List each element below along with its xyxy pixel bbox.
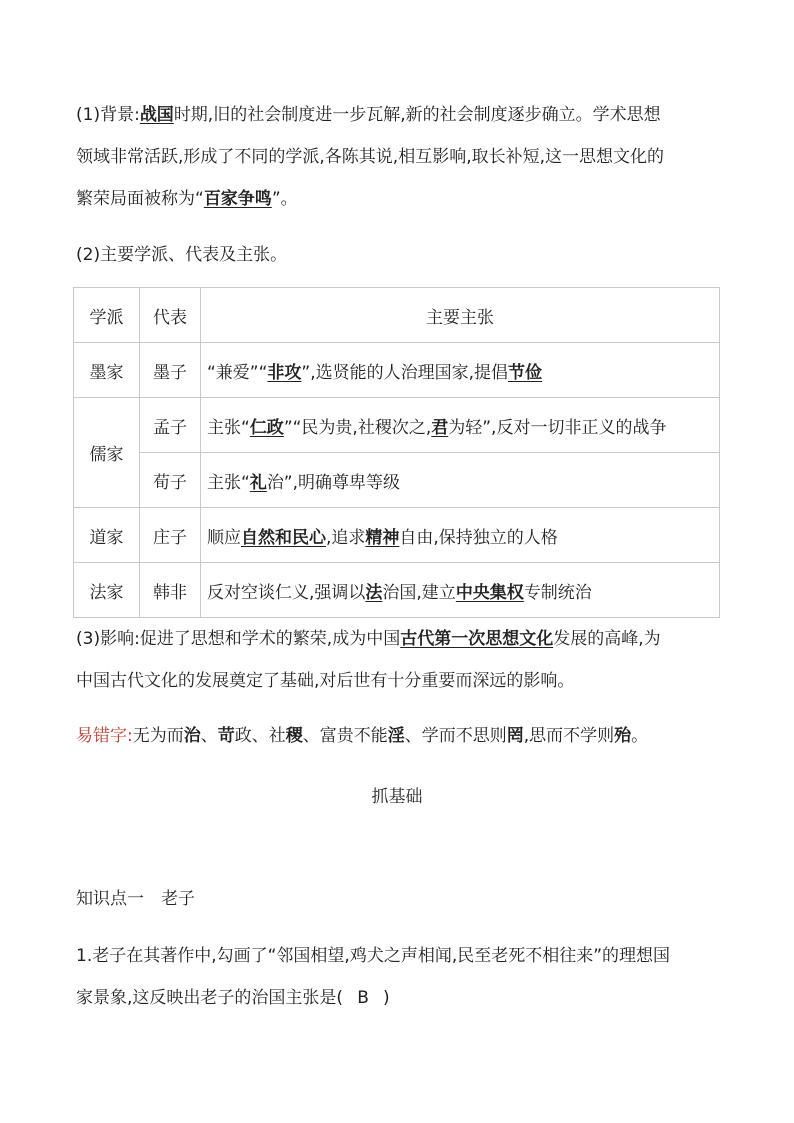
representative-cell: 孟子 [140,398,201,453]
question-line-2: 家景象,这反映出老子的治国主张是( B ) [76,977,724,1019]
keyword-warring-states: 战国 [139,105,174,125]
representative-cell: 荀子 [140,453,201,508]
question-line-1: 1.老子在其著作中,勾画了“邻国相望,鸡犬之声相闻,民至老死不相往来”的理想国 [76,946,671,966]
keyword: 法 [365,582,383,603]
table-row [74,563,720,618]
background-line-2: 领域非常活跃,形成了不同的学派,各陈其说,相互影响,取长补短,这一思想文化的 [76,147,665,167]
section-title: 抓基础 [371,787,423,807]
school-cell: 道家 [74,508,140,563]
typo-char: 治 [183,726,201,746]
representative-cell: 韩非 [140,563,201,618]
typo-char: 殆 [614,726,632,746]
ideas-cell: 主张“礼治”,明确尊卑等级 [201,453,720,508]
header-school: 学派 [74,288,140,343]
keyword: 君 [431,417,449,438]
ideas-cell: 主张“仁政”“民为贵,社稷次之,君为轻”,反对一切非正义的战争 [201,398,720,453]
typo-label: 易错字: [76,726,133,746]
background-line-1: (1)背景:战国时期,旧的社会制度进一步瓦解,新的社会制度逐步确立。学术思想 [76,105,661,125]
keyword-hundred-schools: 百家争鸣 [203,189,272,209]
keyword: 自然和民心 [241,527,326,548]
table-row [74,508,720,563]
ideas-cell: 顺应自然和民心,追求精神自由,保持独立的人格 [201,508,720,563]
keyword: 仁政 [249,417,284,438]
typo-char: 苛 [217,726,235,746]
typo-char: 稷 [285,726,303,746]
question-1 [76,935,724,1019]
school-cell: 墨家 [74,343,140,398]
answer-choice: B [357,988,369,1008]
table-row [74,343,720,398]
ideas-cell: “兼爱”“非攻”,选贤能的人治理国家,提倡节俭 [201,343,720,398]
schools-heading: (2)主要学派、代表及主张。 [76,245,288,265]
background-line-3: 繁荣局面被称为“百家争鸣”。 [76,189,298,209]
typo-char: 淫 [387,726,405,746]
table-header-row [74,288,720,343]
keyword-first-cultural-peak: 古代第一次思想文化 [400,629,554,649]
representative-cell: 庄子 [140,508,201,563]
school-cell: 儒家 [74,398,140,508]
influence-paragraph [76,618,724,702]
header-ideas: 主要主张 [201,288,720,343]
table-row [74,398,720,453]
influence-line-2: 中国古代文化的发展奠定了基础,对后世有十分重要而深远的影响。 [76,671,575,691]
influence-line-1: (3)影响:促进了思想和学术的繁荣,成为中国古代第一次思想文化发展的高峰,为 [76,629,661,649]
typo-note: 易错字:无为而治、苛政、社稷、富贵不能淫、学而不思则罔,思而不学则殆。 [76,726,649,746]
schools-table [73,287,720,618]
ideas-cell: 反对空谈仁义,强调以法治国,建立中央集权专制统治 [201,563,720,618]
keyword: 礼 [249,472,267,493]
representative-cell: 墨子 [140,343,201,398]
typo-char: 罔 [506,726,524,746]
background-paragraph [76,94,724,220]
keyword: 中央集权 [455,582,524,603]
keyword: 节俭 [508,362,543,383]
keyword: 非攻 [267,362,302,383]
school-cell: 法家 [74,563,140,618]
knowledge-point-heading: 知识点一 老子 [76,889,195,909]
keyword: 精神 [365,527,400,548]
table-row [74,453,720,508]
header-representative: 代表 [140,288,201,343]
